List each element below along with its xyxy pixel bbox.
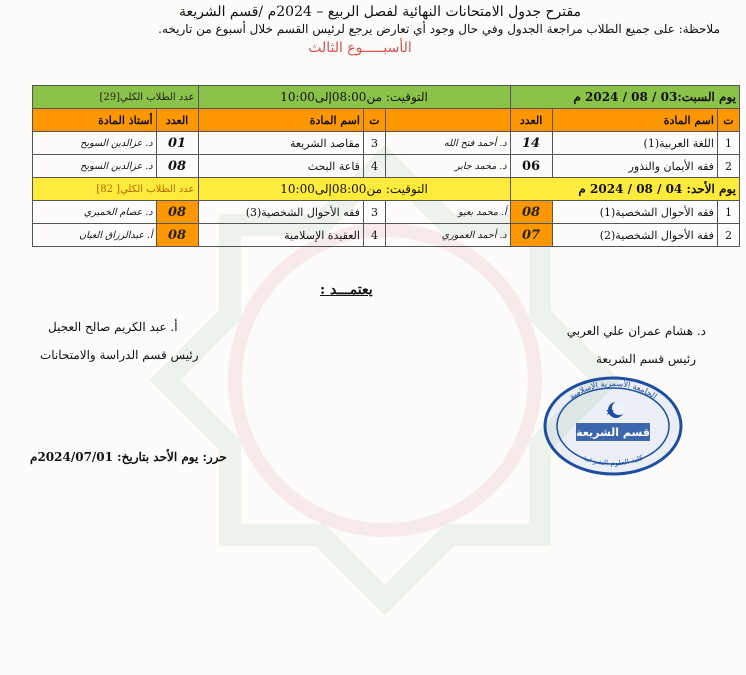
teacher-cell: د. عزالدين السويح [33, 155, 157, 178]
subject-cell: العقيدة الإسلامية [198, 224, 363, 247]
day1-date: يوم السبت:03 / 08 / 2024 م [510, 86, 739, 109]
approval-label: يعتمـــد : [320, 282, 373, 298]
table-row [33, 155, 740, 178]
day2-header-row [33, 178, 740, 201]
head-of-sharia-title: رئيس قسم الشريعة [596, 352, 696, 366]
day1-time: التوقيت: من08:00إلى10:00 [198, 86, 510, 109]
day2-time: التوقيت: من08:00إلى10:00 [198, 178, 510, 201]
subject-cell: اللغة العربية(1) [552, 132, 717, 155]
day2-total: عدد الطلاب الكلي[ 82] [33, 178, 199, 201]
count-cell: 08 [156, 201, 198, 224]
count-cell: 01 [156, 132, 198, 155]
count-cell: 08 [156, 155, 198, 178]
count-cell: 07 [510, 224, 552, 247]
day1-total: عدد الطلاب الكلي[29] [33, 86, 199, 109]
count-cell: 08 [510, 201, 552, 224]
col-header-teacher-empty [385, 109, 510, 132]
teacher-cell: د. عصام الخميري [33, 201, 157, 224]
row-index: 4 [363, 224, 385, 247]
row-index: 1 [717, 201, 739, 224]
count-cell: 14 [510, 132, 552, 155]
subject-cell: قاعة البحث [198, 155, 363, 178]
head-of-exams-name: أ. عبد الكريم صالح العجيل [48, 320, 178, 334]
table-row [33, 132, 740, 155]
notice-text: ملاحظة: على جميع الطلاب مراجعة الجدول وفي حال وجود أي تعارض يرجع لرئيس القسم خلال أسبوع من تاريخه. [158, 22, 720, 36]
week-label: الأسبـــــوع الثالث [308, 40, 412, 56]
subject-cell: مقاصد الشريعة [198, 132, 363, 155]
day2-date: يوم الأحد: 04 / 08 / 2024 م [510, 178, 739, 201]
page-title: مقترح جدول الامتحانات النهائية لفصل الربيع – 2024م /قسم الشريعة [178, 4, 582, 20]
teacher-cell: د. أحمد العموري [385, 224, 510, 247]
subject-cell: فقه الأحوال الشخصية(3) [198, 201, 363, 224]
day1-column-headers [33, 109, 740, 132]
day1-header-row [33, 86, 740, 109]
teacher-cell: أ. محمد بعيو [385, 201, 510, 224]
row-index: 3 [363, 132, 385, 155]
table-row [33, 201, 740, 224]
row-index: 3 [363, 201, 385, 224]
col-header-subject: اسم المادة [198, 109, 363, 132]
schedule-table [32, 85, 740, 247]
table-row [33, 224, 740, 247]
head-of-exams-title: رئيس قسم الدراسة والامتحانات [40, 348, 199, 362]
row-index: 2 [717, 155, 739, 178]
subject-cell: فقه الأحوال الشخصية(2) [552, 224, 717, 247]
stamp-center-text: قسم الشريعة [576, 426, 650, 439]
col-header-count: العدد [156, 109, 198, 132]
teacher-cell: د. عزالدين السويح [33, 132, 157, 155]
subject-cell: فقه الأيمان والنذور [552, 155, 717, 178]
count-cell: 06 [510, 155, 552, 178]
col-header-t: ت [363, 109, 385, 132]
col-header-count: العدد [510, 109, 552, 132]
department-stamp [538, 368, 688, 478]
teacher-cell: أ. عبدالرزاق العيان [33, 224, 157, 247]
head-of-sharia-name: د. هشام عمران علي العربي [566, 324, 706, 338]
col-header-t: ت [717, 109, 739, 132]
stamp-top-text: الجامعة الأسمرية الإسلامية [567, 378, 659, 402]
written-date: حرر: يوم الأحد بتاريخ: 2024/07/01م [30, 450, 227, 464]
row-index: 1 [717, 132, 739, 155]
row-index: 2 [717, 224, 739, 247]
subject-cell: فقه الأحوال الشخصية(1) [552, 201, 717, 224]
col-header-subject: اسم المادة [552, 109, 717, 132]
count-cell: 08 [156, 224, 198, 247]
teacher-cell: د. أحمد فتح الله [385, 132, 510, 155]
stamp-bottom-text: كلية العلوم الشرعية [581, 453, 645, 468]
col-header-teacher: أستاذ المادة [33, 109, 157, 132]
teacher-cell: د. محمد جابر [385, 155, 510, 178]
row-index: 4 [363, 155, 385, 178]
